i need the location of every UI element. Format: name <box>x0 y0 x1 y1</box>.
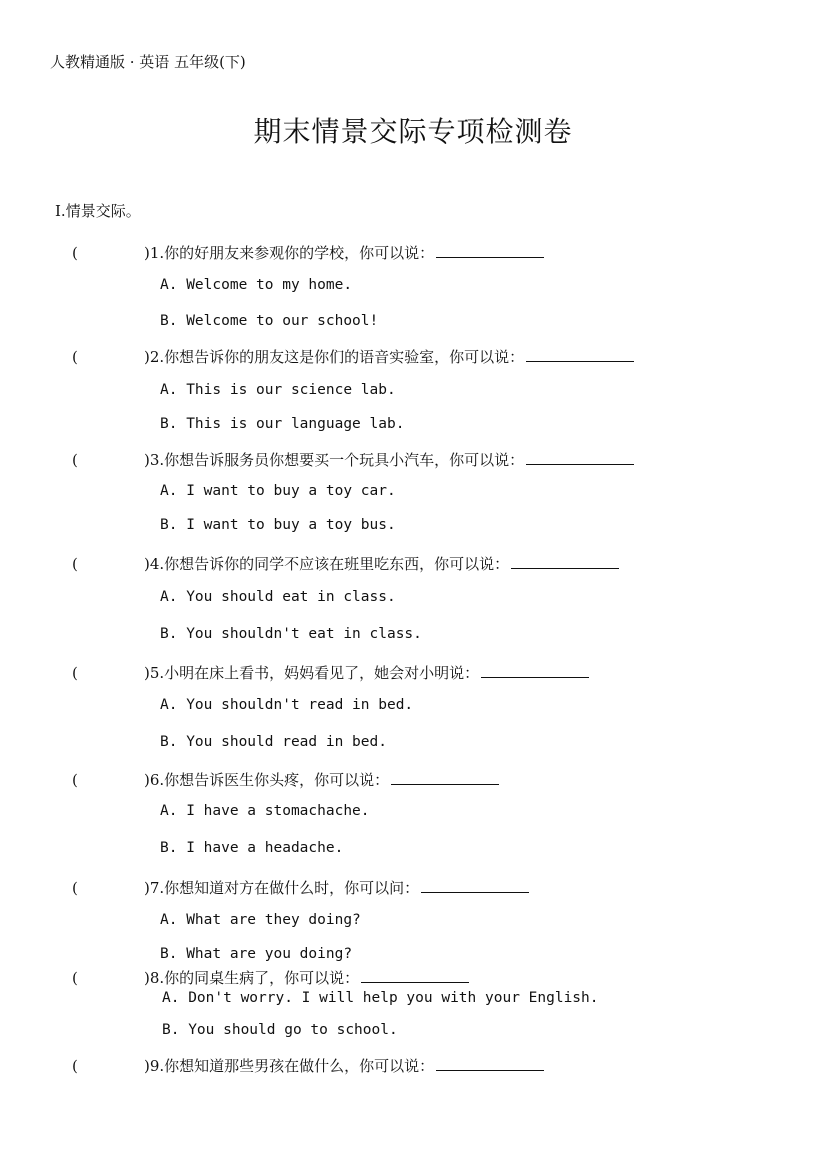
answer-paren[interactable]: ( <box>72 244 78 262</box>
option-b: B. You should read in bed. <box>160 734 387 750</box>
question-text: 6.你想告诉医生你头疼，你可以说： <box>149 771 390 789</box>
page-title: 期末情景交际专项检测卷 <box>253 115 573 148</box>
answer-blank[interactable] <box>361 966 469 983</box>
answer-paren[interactable]: ( <box>72 879 78 897</box>
option-b: B. I have a headache. <box>160 840 344 856</box>
answer-paren[interactable]: ( <box>72 1057 78 1075</box>
document-header: 人教精通版 · 英语 五年级(下) <box>50 53 246 71</box>
option-b: B. You shouldn't eat in class. <box>160 626 422 642</box>
question-5: ( )5.小明在床上看书，妈妈看见了，她会对小明说： <box>72 661 589 683</box>
question-text: 9.你想知道那些男孩在做什么，你可以说： <box>149 1057 435 1075</box>
option-b: B. Welcome to our school! <box>160 313 379 329</box>
option-b: B. This is our language lab. <box>160 416 405 432</box>
question-7: ( )7.你想知道对方在做什么时，你可以问： <box>72 876 529 898</box>
question-4: ( )4.你想告诉你的同学不应该在班里吃东西，你可以说： <box>72 552 619 574</box>
option-b: B. I want to buy a toy bus. <box>160 517 396 533</box>
question-text: 4.你想告诉你的同学不应该在班里吃东西，你可以说： <box>149 555 510 573</box>
answer-paren[interactable]: ( <box>72 969 78 987</box>
question-text: 2.你想告诉你的朋友这是你们的语音实验室，你可以说： <box>149 348 525 366</box>
answer-blank[interactable] <box>436 1054 544 1071</box>
answer-paren[interactable]: ( <box>72 771 78 789</box>
question-text: 1.你的好朋友来参观你的学校，你可以说： <box>149 244 435 262</box>
answer-blank[interactable] <box>436 241 544 258</box>
answer-paren[interactable]: ( <box>72 664 78 682</box>
answer-blank[interactable] <box>526 448 634 465</box>
answer-paren[interactable]: ( <box>72 451 78 469</box>
option-a: A. What are they doing? <box>160 912 361 928</box>
answer-blank[interactable] <box>526 345 634 362</box>
answer-paren[interactable]: ( <box>72 555 78 573</box>
question-text: 8.你的同桌生病了，你可以说： <box>149 969 360 987</box>
question-9: ( )9.你想知道那些男孩在做什么，你可以说： <box>72 1054 544 1076</box>
option-a: A. I want to buy a toy car. <box>160 483 396 499</box>
section-title: Ⅰ.情景交际。 <box>55 202 141 220</box>
option-a: A. Don't worry. I will help you with your English. <box>162 990 599 1006</box>
option-a: A. Welcome to my home. <box>160 277 353 293</box>
answer-blank[interactable] <box>421 876 529 893</box>
answer-blank[interactable] <box>391 768 499 785</box>
option-a: A. This is our science lab. <box>160 382 396 398</box>
option-b: B. What are you doing? <box>160 946 353 962</box>
option-a: A. You should eat in class. <box>160 589 396 605</box>
question-1: ( )1.你的好朋友来参观你的学校，你可以说： <box>72 241 544 263</box>
question-6: ( )6.你想告诉医生你头疼，你可以说： <box>72 768 499 790</box>
option-a: A. I have a stomachache. <box>160 803 370 819</box>
question-text: 3.你想告诉服务员你想要买一个玩具小汽车，你可以说： <box>149 451 525 469</box>
answer-paren[interactable]: ( <box>72 348 78 366</box>
question-3: ( )3.你想告诉服务员你想要买一个玩具小汽车，你可以说： <box>72 448 634 470</box>
answer-blank[interactable] <box>481 661 589 678</box>
question-text: 5.小明在床上看书，妈妈看见了，她会对小明说： <box>149 664 480 682</box>
question-2: ( )2.你想告诉你的朋友这是你们的语音实验室，你可以说： <box>72 345 634 367</box>
answer-blank[interactable] <box>511 552 619 569</box>
option-a: A. You shouldn't read in bed. <box>160 697 414 713</box>
question-8: ( )8.你的同桌生病了，你可以说： <box>72 966 469 988</box>
option-b: B. You should go to school. <box>162 1022 398 1038</box>
question-text: 7.你想知道对方在做什么时，你可以问： <box>149 879 420 897</box>
